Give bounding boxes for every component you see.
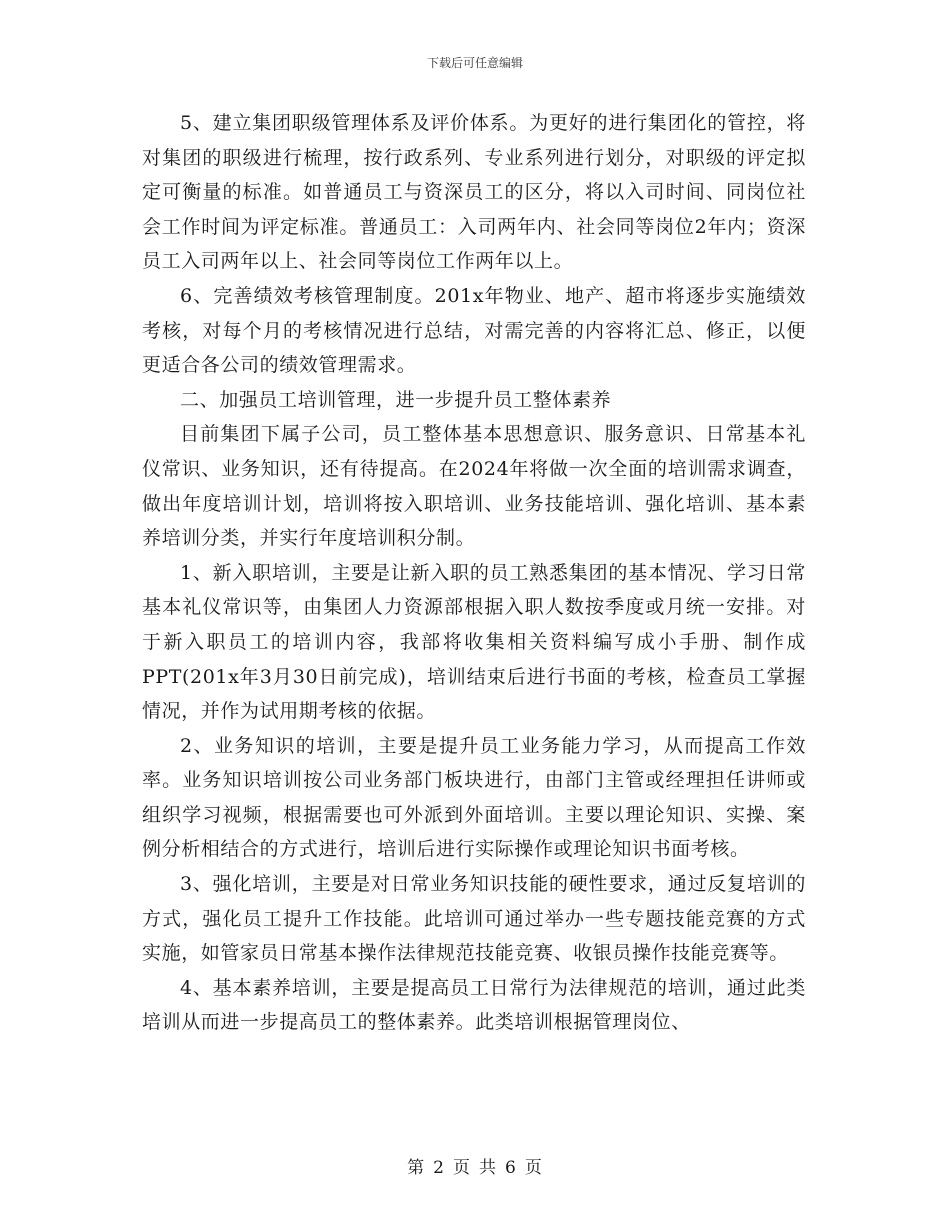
document-body: [142, 106, 806, 1040]
page-footer: [0, 1153, 950, 1178]
page-total: 6: [505, 1158, 517, 1178]
paragraph-item-6: 6、完善绩效考核管理制度。201x年物业、地产、超市将逐步实施绩效考核，对每个月的考核情况进行总结，对需完善的内容将汇总、修正，以便更适合各公司的绩效管理需求。: [142, 284, 806, 377]
page-label-page: 页: [453, 1158, 471, 1178]
paragraph-training-4: 4、基本素养培训，主要是提高员工日常行为法律规范的培训，通过此类培训从而进一步提高员工的整体素养。此类培训根据管理岗位、: [142, 976, 806, 1034]
page-label-total: 共: [479, 1158, 497, 1178]
paragraph-training-2: 2、业务知识的培训，主要是提升员工业务能力学习，从而提高工作效率。业务知识培训按公司业务部门板块进行，由部门主管或经理担任讲师或组织学习视频，根据需要也可外派到外面培训。主要以理论知识、实操、案例分析相结合的方式进行，培训后进行实际操作或理论知识书面考核。: [142, 734, 806, 861]
page-header: 下载后可任意编辑: [426, 56, 523, 70]
page-current: 2: [433, 1158, 445, 1178]
page-label-suffix: 页: [524, 1158, 543, 1178]
section-heading-2: 二、加强员工培训管理，进一步提升员工整体素养: [180, 388, 612, 411]
paragraph-item-5: 5、建立集团职级管理体系及评价体系。为更好的进行集团化的管控，将对集团的职级进行梳理，按行政系列、专业系列进行划分，对职级的评定拟定可衡量的标准。如普通员工与资深员工的区分，将以入司时间、同岗位社会工作时间为评定标准。普通员工：入司两年内、社会同等岗位2年内；资深员工入司两年以上、社会同等岗位工作两年以上。: [142, 112, 806, 273]
page-label-prefix: 第: [407, 1158, 426, 1178]
paragraph-training-1: 1、新入职培训，主要是让新入职的员工熟悉集团的基本情况、学习日常基本礼仪常识等，由集团人力资源部根据入职人数按季度或月统一安排。对于新入职员工的培训内容，我部将收集相关资料编写成小手册、制作成PPT(201x年3月30日前完成)，培训结束后进行书面的考核，检查员工掌握情况，并作为试用期考核的依据。: [142, 561, 806, 723]
paragraph-training-3: 3、强化培训，主要是对日常业务知识技能的硬性要求，通过反复培训的方式，强化员工提升工作技能。此培训可通过举办一些专题技能竞赛的方式实施，如管家员日常基本操作法律规范技能竞赛、收银员操作技能竞赛等。: [142, 873, 806, 965]
paragraph-intro: 目前集团下属子公司，员工整体基本思想意识、服务意识、日常基本礼仪常识、业务知识，还有待提高。在2024年将做一次全面的培训需求调查，做出年度培训计划，培训将按入职培训、业务技能培训、强化培训、基本素养培训分类，并实行年度培训积分制。: [142, 423, 806, 550]
